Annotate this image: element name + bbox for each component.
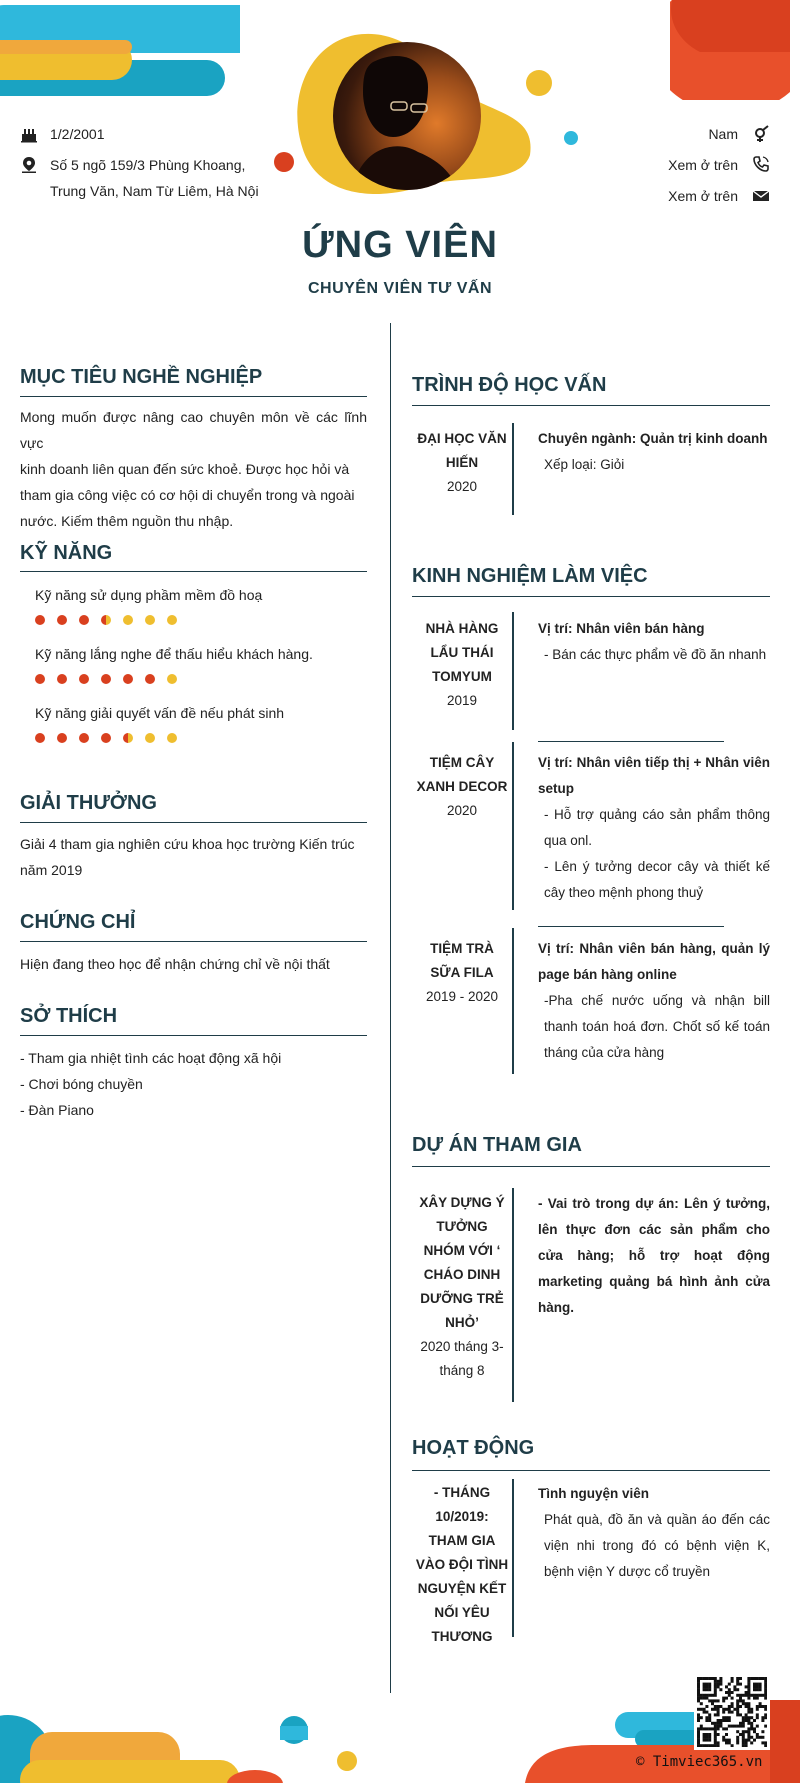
email: Xem ở trên — [668, 188, 738, 204]
activity-detail: Tình nguyện viên Phát quà, đồ ăn và quần áo đến các viện nhi trong đó có bệnh viện K, bệnh viện Y dược cổ truyền — [538, 1486, 770, 1579]
activities-title: HOẠT ĐỘNG — [412, 1437, 535, 1459]
awards-rule — [20, 822, 367, 823]
awards-title: GIẢI THƯỞNG — [20, 792, 157, 814]
education-bar — [512, 423, 514, 515]
skill-dot — [145, 674, 155, 684]
skill-rating — [35, 615, 177, 625]
hobbies-list — [20, 1045, 367, 1123]
skill-dot — [123, 733, 133, 743]
skill-dot — [101, 733, 111, 743]
skill-dot — [35, 615, 45, 625]
bottom-left-decoration — [0, 1698, 370, 1783]
skill-dot — [57, 674, 67, 684]
skills-rule — [20, 571, 367, 572]
project-bar — [512, 1188, 514, 1402]
skill-dot — [79, 615, 89, 625]
education-year: 2020 — [446, 479, 478, 494]
objective-title: MỤC TIÊU NGHỀ NGHIỆP — [20, 366, 263, 388]
hobby-item: - Đàn Piano — [20, 1102, 94, 1118]
skill-dot — [57, 615, 67, 625]
skill-dot — [79, 733, 89, 743]
skills-title: KỸ NĂNG — [20, 542, 113, 564]
education-detail: Chuyên ngành: Quản trị kinh doanh Xếp loại: Giỏi — [538, 431, 768, 472]
activities-rule — [412, 1470, 770, 1471]
projects-title: DỰ ÁN THAM GIA — [412, 1134, 582, 1156]
skill-label: Kỹ năng sử dụng phầm mềm đồ hoạ — [35, 587, 263, 603]
project-role: - Vai trò trong dự án: Lên ý tưởng, lên thực đơn các sản phẩm cho cửa hàng; hỗ trợ hoạt động marketing quảng bá hình ảnh cửa hàng. — [538, 1196, 770, 1315]
experience-detail: Vị trí: Nhân viên tiếp thị + Nhân viên setup - Hỗ trợ quảng cáo sản phẩm thông qua onl. - Lên ý tưởng decor cây và thiết kế cây theo mệnh phong thuỷ — [538, 755, 770, 900]
experience-detail: Vị trí: Nhân viên bán hàng - Bán các thực phẩm về đồ ăn nhanh — [538, 621, 767, 662]
education-rule — [412, 405, 770, 406]
cake-icon — [20, 125, 38, 143]
skill-dot — [145, 733, 155, 743]
gender-icon — [752, 125, 770, 143]
certificates-title: CHỨNG CHỈ — [20, 911, 136, 933]
hobbies-title: SỞ THÍCH — [20, 1005, 118, 1027]
hobby-item: - Chơi bóng chuyền — [20, 1076, 143, 1092]
experience-bar — [512, 742, 514, 910]
education-title: TRÌNH ĐỘ HỌC VẤN — [412, 374, 607, 396]
awards-text: Giải 4 tham gia nghiên cứu khoa học trường Kiến trúc năm 2019 — [20, 836, 355, 878]
skill-dot — [101, 674, 111, 684]
experience-bar — [512, 928, 514, 1074]
phone-icon — [752, 155, 770, 173]
envelope-icon — [752, 187, 770, 205]
experience-separator — [538, 741, 724, 742]
skill-dot — [167, 615, 177, 625]
certificates-text: Hiện đang theo học để nhận chứng chỉ về nội thất — [20, 956, 330, 972]
experience-org: TIỆM TRÀ SỮA FILA 2019 - 2020 — [425, 941, 499, 1004]
candidate-job-title: CHUYÊN VIÊN TƯ VẤN — [307, 280, 493, 297]
activity-name: - THÁNG 10/2019: THAM GIA VÀO ĐỘI TÌNH NGUYỆN KẾT NỐI YÊU THƯƠNG — [415, 1485, 509, 1644]
qr-code-icon — [694, 1674, 770, 1750]
projects-rule — [412, 1166, 770, 1167]
skill-dot — [35, 733, 45, 743]
experience-org: NHÀ HÀNG LẨU THÁI TOMYUM 2019 — [425, 621, 499, 708]
hobby-item: - Tham gia nhiệt tình các hoạt động xã hội — [20, 1050, 282, 1066]
avatar — [333, 42, 481, 190]
skill-dot — [123, 615, 133, 625]
footer-watermark: © Timviec365.vn — [636, 1754, 763, 1770]
skill-dot — [145, 615, 155, 625]
top-left-decoration — [0, 0, 240, 100]
column-divider — [390, 323, 391, 1693]
skill-dot — [79, 674, 89, 684]
gender: Nam — [708, 126, 738, 142]
skill-rating — [35, 674, 177, 684]
education-school: ĐẠI HỌC VĂN HIẾN 2020 — [412, 427, 512, 499]
skill-label: Kỹ năng giải quyết vấn đề nếu phát sinh — [35, 705, 285, 721]
location-pin-icon — [20, 156, 38, 174]
skill-dot — [101, 615, 111, 625]
experience-rule — [412, 596, 770, 597]
hobbies-rule — [20, 1035, 367, 1036]
candidate-name: ỨNG VIÊN — [302, 224, 498, 266]
experience-org: TIỆM CÂY XANH DECOR 2020 — [416, 755, 508, 818]
objective-text: Mong muốn được nâng cao chuyên môn về các lĩnh vực kinh doanh liên quan đến sức khoẻ. Được học hỏi và tham gia công việc có cơ hội di chuyển trong và ngoài nước. Kiếm thêm nguồn thu nhập. — [20, 409, 367, 529]
birthday: 1/2/2001 — [50, 126, 105, 142]
address-line-1: Số 5 ngõ 159/3 Phùng Khoang, — [50, 157, 246, 173]
address-line-2: Trung Văn, Nam Từ Liêm, Hà Nội — [50, 183, 259, 199]
top-right-decoration — [670, 0, 800, 100]
objective-rule — [20, 396, 367, 397]
skill-dot — [167, 674, 177, 684]
experience-title: KINH NGHIỆM LÀM VIỆC — [412, 565, 648, 587]
skill-dot — [35, 674, 45, 684]
experience-separator — [538, 926, 724, 927]
skill-rating — [35, 733, 177, 743]
activity-bar — [512, 1479, 514, 1637]
skill-label: Kỹ năng lắng nghe để thấu hiểu khách hàng. — [35, 646, 313, 662]
skill-dot — [57, 733, 67, 743]
skill-dot — [167, 733, 177, 743]
phone: Xem ở trên — [668, 157, 738, 173]
experience-detail: Vị trí: Nhân viên bán hàng, quản lý page bán hàng online -Pha chế nước uống và nhận bill thanh toán hoá đơn. Chốt số kế toán tháng của cửa hàng — [538, 941, 770, 1060]
project-name: XÂY DỰNG Ý TƯỞNG NHÓM VỚI ‘ CHÁO DINH DƯỠNG TRẺ NHỎ’ 2020 tháng 3- tháng 8 — [419, 1195, 505, 1378]
experience-bar — [512, 612, 514, 730]
certificates-rule — [20, 941, 367, 942]
skill-dot — [123, 674, 133, 684]
